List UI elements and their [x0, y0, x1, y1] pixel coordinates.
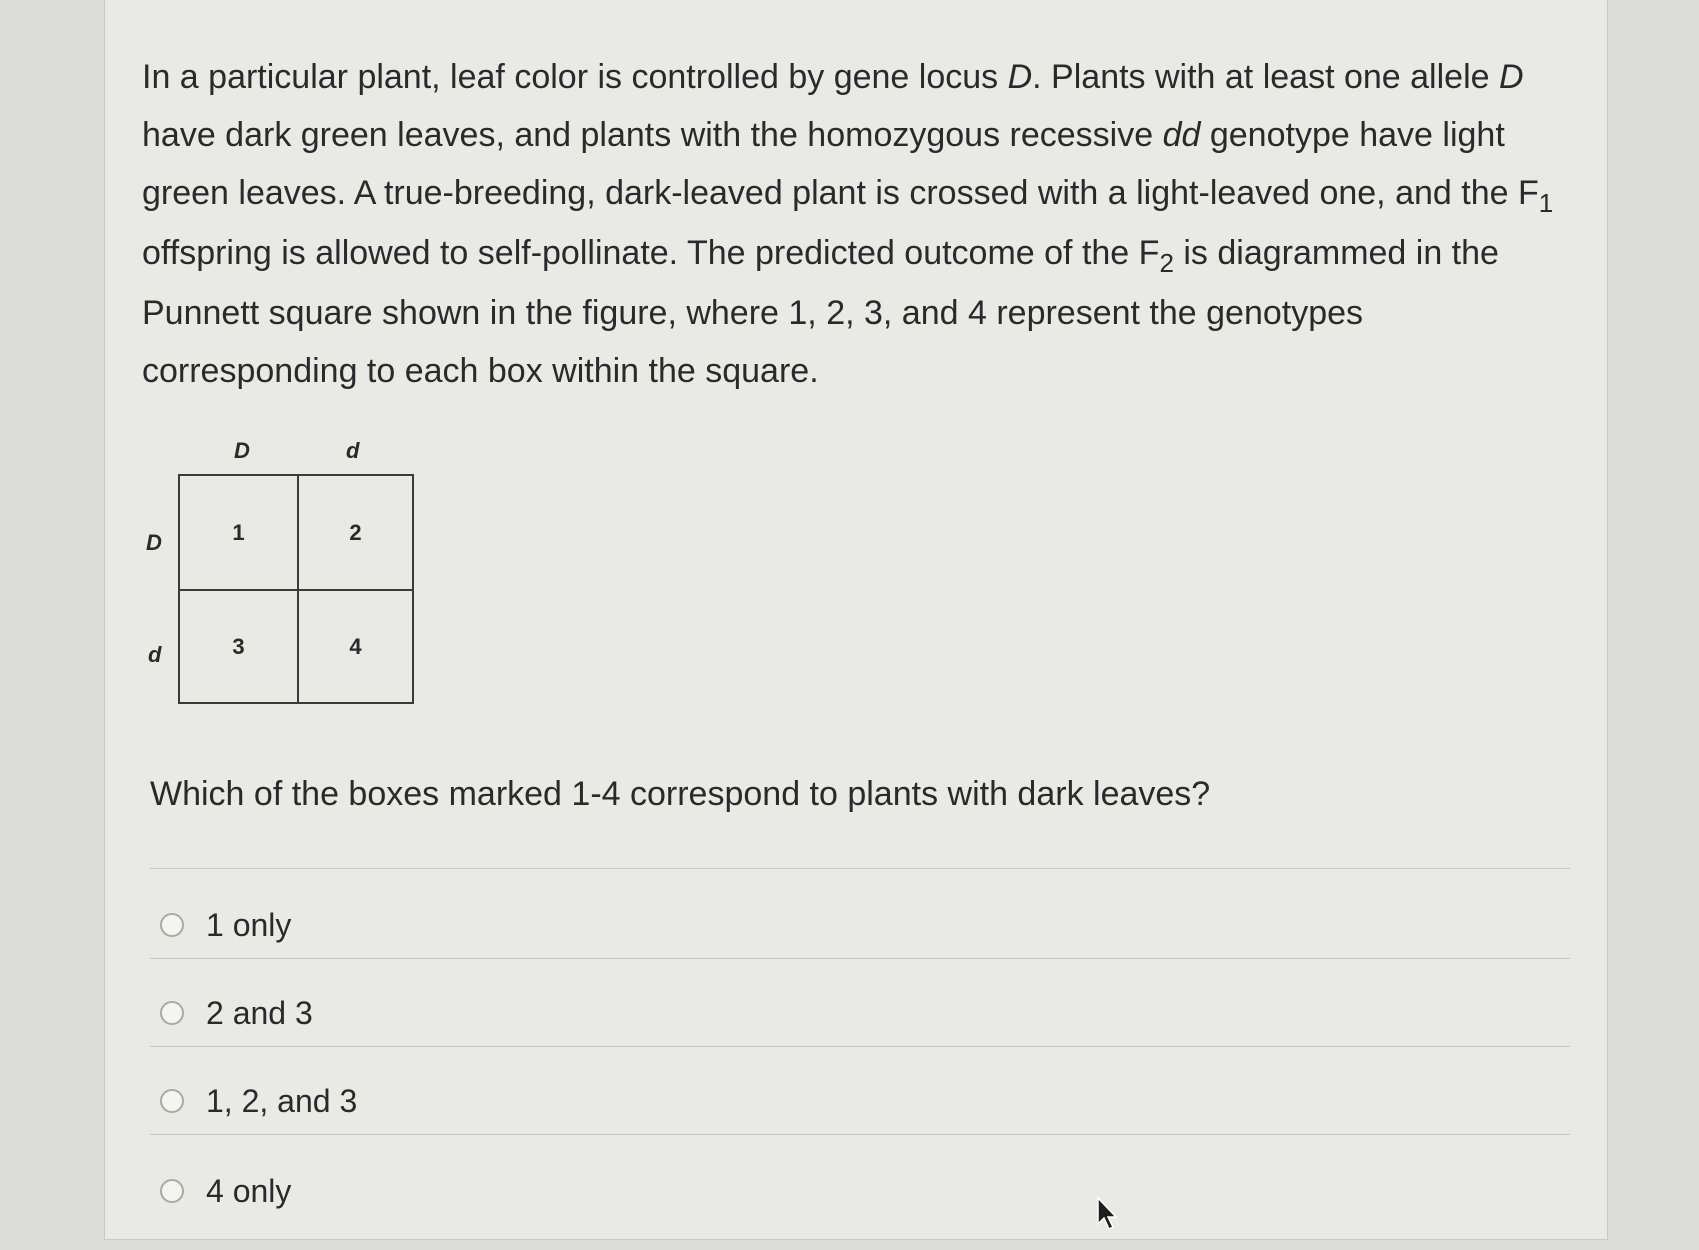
punnett-cell-3: 3 — [232, 634, 245, 659]
punnett-cell-1: 1 — [232, 520, 245, 545]
question-line-6: corresponding to each box within the square. — [142, 352, 819, 390]
question-prompt: Which of the boxes marked 1-4 correspond to plants with dark leaves? — [150, 775, 1211, 813]
option-divider — [150, 1134, 1570, 1135]
option-2-and-3[interactable] — [160, 993, 313, 1033]
radio-icon[interactable] — [160, 913, 184, 937]
punnett-cell-4: 4 — [349, 634, 362, 659]
option-label: 1, 2, and 3 — [206, 1082, 358, 1119]
option-1-2-and-3[interactable] — [160, 1081, 357, 1121]
option-divider — [150, 958, 1570, 959]
punnett-cell-2: 2 — [349, 520, 362, 545]
punnett-col-label-2: d — [346, 438, 360, 463]
radio-icon[interactable] — [160, 1001, 184, 1025]
option-label: 4 only — [206, 1172, 292, 1209]
question-line-4: offspring is allowed to self-pollinate. The predicted outcome of the $F_2$ is diagrammed in the — [142, 234, 1499, 278]
option-label: 1 only — [206, 906, 292, 943]
option-divider — [150, 1046, 1570, 1047]
punnett-row-label-2: d — [148, 642, 162, 667]
radio-icon[interactable] — [160, 1179, 184, 1203]
option-divider — [150, 868, 1570, 869]
question-text — [142, 48, 1582, 400]
radio-icon[interactable] — [160, 1089, 184, 1113]
question-line-5: Punnett square shown in the figure, where 1, 2, 3, and 4 represent the genotypes — [142, 294, 1364, 332]
punnett-row-label-1: D — [146, 530, 162, 555]
punnett-grid — [178, 474, 414, 704]
question-line-2: have dark green leaves, and plants with the homozygous recessive dd genotype have light — [142, 116, 1505, 154]
punnett-square — [140, 430, 430, 720]
option-4-only[interactable] — [160, 1171, 291, 1211]
option-1-only[interactable] — [160, 905, 291, 945]
question-line-3: green leaves. A true-breeding, dark-leaved plant is crossed with a light-leaved one, and the $F_1$ — [142, 174, 1554, 218]
mouse-pointer-icon — [1096, 1196, 1120, 1232]
option-label: 2 and 3 — [206, 994, 313, 1031]
punnett-col-label-1: D — [234, 438, 250, 463]
question-line-1: In a particular plant, leaf color is controlled by gene locus D. Plants with at least one allele D — [142, 58, 1524, 96]
